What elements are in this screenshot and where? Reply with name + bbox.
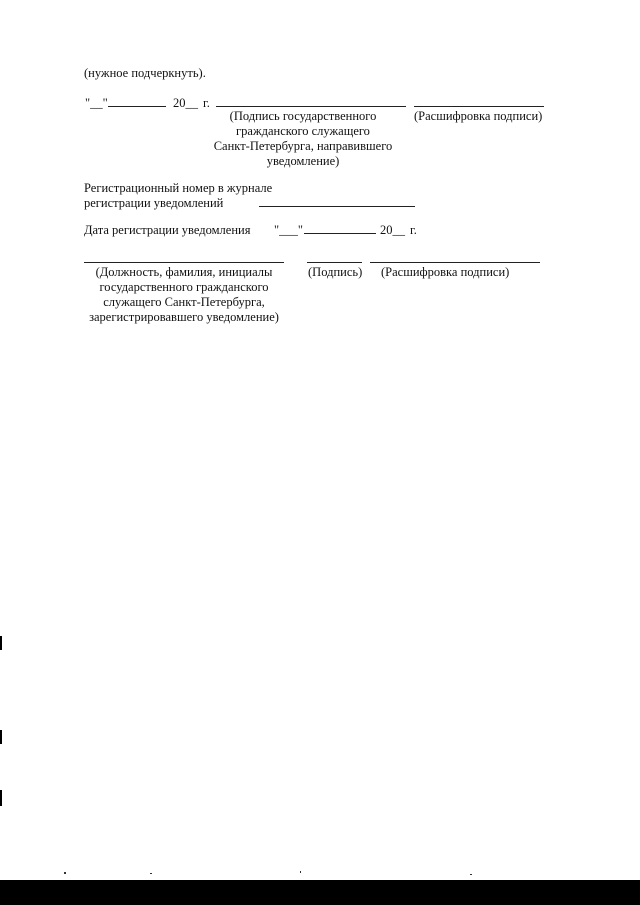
- decrypt-blank-line: [414, 106, 544, 107]
- decrypt-caption-1: (Расшифровка подписи): [414, 109, 543, 123]
- position-caption-line-3: служащего Санкт-Петербурга,: [103, 295, 265, 309]
- scan-edge-mark: [0, 790, 2, 806]
- date-year-prefix: 20__: [173, 96, 198, 110]
- reg-date-year-suffix: г.: [410, 223, 417, 237]
- decrypt-caption-2: (Расшифровка подписи): [381, 265, 510, 279]
- reg-date-day-quote: "___": [274, 223, 303, 237]
- signature-2-blank-line: [307, 262, 362, 263]
- decrypt-2-blank-line: [370, 262, 540, 263]
- scan-speck: [470, 874, 472, 875]
- position-caption-line-2: государственного гражданского: [99, 280, 269, 294]
- scan-speck: [150, 873, 152, 874]
- position-caption-line-1: (Должность, фамилия, инициалы: [95, 265, 273, 279]
- scan-speck: [64, 872, 66, 874]
- position-blank-line: [84, 262, 284, 263]
- reg-date-year-prefix: 20__: [380, 223, 405, 237]
- sig-caption-line-2: гражданского служащего: [236, 124, 370, 138]
- signature-caption-2: (Подпись): [308, 265, 363, 279]
- reg-number-label-line-2: регистрации уведомлений: [84, 196, 224, 210]
- sig-caption-line-4: уведомление): [266, 154, 340, 168]
- date-day-quote: "__": [85, 96, 108, 110]
- reg-number-blank-line: [259, 206, 415, 207]
- scan-speck: [300, 871, 301, 873]
- date-year-suffix: г.: [203, 96, 210, 110]
- sig-caption-line-1: (Подпись государственного: [229, 109, 377, 123]
- signature-blank-line: [216, 106, 406, 107]
- scan-edge-mark: [0, 636, 2, 650]
- position-caption-line-4: зарегистрировавшего уведомление): [89, 310, 279, 324]
- sig-caption-line-3: Санкт-Петербурга, направившего: [213, 139, 393, 153]
- underline-note: (нужное подчеркнуть).: [84, 66, 206, 80]
- scan-edge-mark: [0, 730, 2, 744]
- reg-date-label: Дата регистрации уведомления: [84, 223, 251, 237]
- scan-bottom-border: [0, 880, 640, 905]
- reg-number-label-line-1: Регистрационный номер в журнале: [84, 181, 273, 195]
- reg-date-month-line: [304, 233, 376, 234]
- month-blank-line: [108, 106, 166, 107]
